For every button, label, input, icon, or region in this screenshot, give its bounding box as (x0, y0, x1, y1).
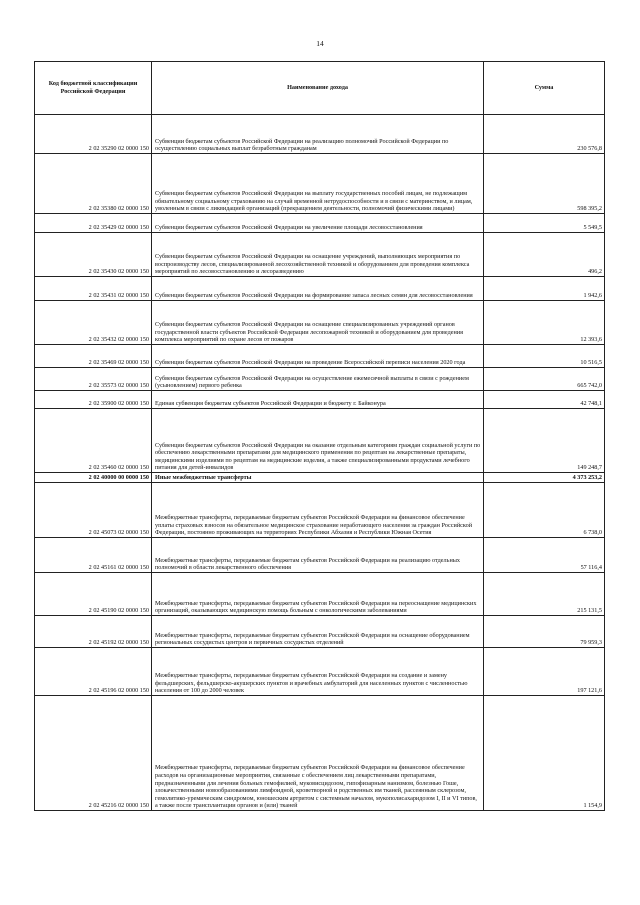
row-code: 2 02 45196 02 0000 150 (35, 648, 152, 696)
row-sum: 149 248,7 (484, 409, 605, 473)
header-sum: Сумма (484, 62, 605, 115)
row-sum: 1 942,6 (484, 277, 605, 301)
row-code: 2 02 35469 02 0000 150 (35, 345, 152, 368)
row-code: 2 02 45216 02 0000 150 (35, 696, 152, 811)
row-name: Субвенции бюджетам субъектов Российской Федерации на оснащение специализированных учреждений органов государственной власти субъектов Российской Федерации лесопожарной техникой и оборудованием для проведения комплекса мероприятий по охране лесов от пожаров (152, 301, 484, 345)
table-row (35, 301, 605, 345)
table-row (35, 616, 605, 648)
row-name: Иные межбюджетные трансферты (152, 473, 484, 483)
page-number: 14 (316, 39, 324, 48)
row-name: Субвенции бюджетам субъектов Российской Федерации на формирование запаса лесных семян для лесовосстановления (152, 277, 484, 301)
row-code: 2 02 35431 02 0000 150 (35, 277, 152, 301)
table-row (35, 473, 605, 483)
row-sum: 42 748,1 (484, 391, 605, 409)
row-code: 2 02 35380 02 0000 150 (35, 154, 152, 214)
row-code: 2 02 35900 02 0000 150 (35, 391, 152, 409)
row-sum: 197 121,6 (484, 648, 605, 696)
row-name: Субвенции бюджетам субъектов Российской Федерации на осуществление ежемесячной выплаты в связи с рождением (усыновлением) первого ребенка (152, 368, 484, 391)
row-code: 2 02 35430 02 0000 150 (35, 233, 152, 277)
row-sum: 215 131,5 (484, 573, 605, 616)
row-name: Межбюджетные трансферты, передаваемые бюджетам субъектов Российской Федерации на финансовое обеспечение расходов на организационные мероприятия, связанные с обеспечением лиц лекарственными препаратами, предназначенными для лечения больных гемофилией, муковисцидозом, гипофизарным нанизмом, болезнью Гоше, злокачественными новообразованиями лимфоидной, кроветворной и родственных им тканей, рассеянным склерозом, гемолитико-уремическим синдромом, юношеским артритом с системным началом, мукополисахаридозом I, II и VI типов, а также после трансплантации органов и (или) тканей (152, 696, 484, 811)
table-row (35, 538, 605, 573)
table-row (35, 391, 605, 409)
table-row (35, 483, 605, 538)
row-name: Субвенции бюджетам субъектов Российской Федерации на проведение Всероссийской переписи населения 2020 года (152, 345, 484, 368)
row-name: Межбюджетные трансферты, передаваемые бюджетам субъектов Российской Федерации на оснащение оборудованием региональных сосудистых центров и первичных сосудистых отделений (152, 616, 484, 648)
row-name: Единая субвенция бюджетам субъектов Российской Федерации и бюджету г. Байконура (152, 391, 484, 409)
row-code: 2 02 45192 02 0000 150 (35, 616, 152, 648)
budget-table (34, 61, 605, 811)
row-code: 2 02 45161 02 0000 150 (35, 538, 152, 573)
row-sum: 57 116,4 (484, 538, 605, 573)
table-row (35, 573, 605, 616)
row-name: Субвенции бюджетам субъектов Российской Федерации на оснащение учреждений, выполняющих мероприятия по воспроизводству лесов, специализированной лесохозяйственной техникой и оборудованием для проведения комплекса мероприятий по лесовосстановлению и лесоразведению (152, 233, 484, 277)
row-name: Межбюджетные трансферты, передаваемые бюджетам субъектов Российской Федерации на создание и замену фельдшерских, фельдшерско-акушерских пунктов и врачебных амбулаторий для населенных пунктов с численностью населения от 100 до 2000 человек (152, 648, 484, 696)
header-name: Наименование дохода (152, 62, 484, 115)
row-name: Субвенции бюджетам субъектов Российской Федерации на оказание отдельным категориям граждан социальной услуги по обеспечению лекарственными препаратами для медицинского применения по рецептам на лекарственные препараты, медицинскими изделиями по рецептам на медицинские изделия, а также специализированными продуктами лечебного питания для детей-инвалидов (152, 409, 484, 473)
table-row (35, 277, 605, 301)
row-sum: 230 576,8 (484, 115, 605, 154)
row-code: 2 02 35429 02 0000 150 (35, 214, 152, 233)
table-row (35, 115, 605, 154)
table-row (35, 368, 605, 391)
row-code: 2 02 35460 02 0000 150 (35, 409, 152, 473)
row-code: 2 02 45190 02 0000 150 (35, 573, 152, 616)
header-code: Код бюджетной классификации Российской Федерации (35, 62, 152, 115)
row-sum: 665 742,0 (484, 368, 605, 391)
table-row (35, 409, 605, 473)
row-code: 2 02 35432 02 0000 150 (35, 301, 152, 345)
row-sum: 598 395,2 (484, 154, 605, 214)
row-sum: 12 393,6 (484, 301, 605, 345)
row-sum: 5 549,5 (484, 214, 605, 233)
row-sum: 10 516,5 (484, 345, 605, 368)
row-name: Субвенции бюджетам субъектов Российской Федерации на реализацию полномочий Российской Федерации по осуществлению социальных выплат безработным гражданам (152, 115, 484, 154)
table-row (35, 154, 605, 214)
row-sum: 4 373 253,2 (484, 473, 605, 483)
row-sum: 496,2 (484, 233, 605, 277)
row-name: Межбюджетные трансферты, передаваемые бюджетам субъектов Российской Федерации на финансовое обеспечение уплаты страховых взносов на обязательное медицинское страхование неработающего населения за граждан Российской Федерации, постоянно проживающих на территориях Республики Абхазия и Республики Южная Осетия (152, 483, 484, 538)
row-name: Межбюджетные трансферты, передаваемые бюджетам субъектов Российской Федерации на переоснащение медицинских организаций, оказывающих медицинскую помощь больным с онкологическими заболеваниями (152, 573, 484, 616)
row-code: 2 02 40000 00 0000 150 (35, 473, 152, 483)
row-name: Субвенции бюджетам субъектов Российской Федерации на выплату государственных пособий лицам, не подлежащим обязательному социальному страхованию на случай временной нетрудоспособности и в связи с материнством, и лицам, уволенным в связи с ликвидацией организаций (прекращением деятельности, полномочий физическими лицами) (152, 154, 484, 214)
table-row (35, 696, 605, 811)
row-sum: 1 154,9 (484, 696, 605, 811)
row-sum: 79 959,3 (484, 616, 605, 648)
row-code: 2 02 35290 02 0000 150 (35, 115, 152, 154)
table-header (35, 62, 605, 115)
table-row (35, 345, 605, 368)
table-row (35, 233, 605, 277)
row-sum: 6 738,0 (484, 483, 605, 538)
table-body (35, 115, 605, 811)
row-code: 2 02 35573 02 0000 150 (35, 368, 152, 391)
row-name: Субвенции бюджетам субъектов Российской Федерации на увеличение площади лесовосстановления (152, 214, 484, 233)
table-row (35, 648, 605, 696)
row-name: Межбюджетные трансферты, передаваемые бюджетам субъектов Российской Федерации на реализацию отдельных полномочий в области лекарственного обеспечения (152, 538, 484, 573)
row-code: 2 02 45073 02 0000 150 (35, 483, 152, 538)
table-row (35, 214, 605, 233)
